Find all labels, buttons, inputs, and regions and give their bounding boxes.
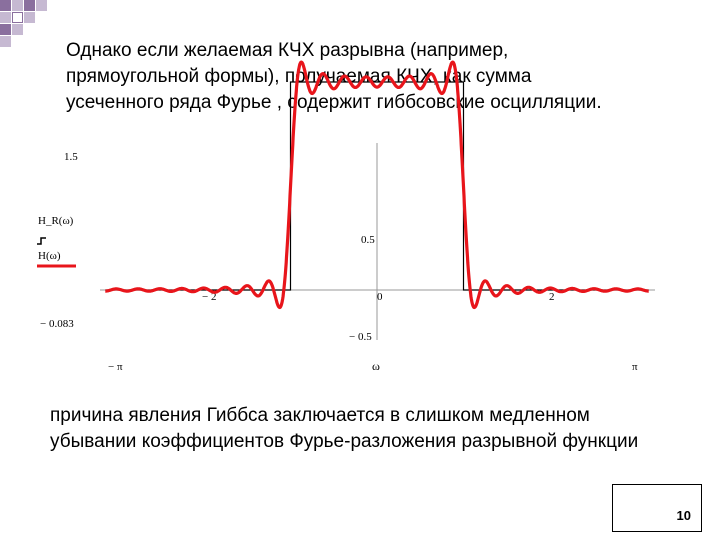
legend-label-hr: H_R(ω) — [38, 215, 74, 227]
legend-label-h: H(ω) — [38, 250, 61, 262]
y-max-label: 1.5 — [64, 151, 78, 163]
y-tick-label: 0.5 — [361, 234, 375, 246]
y-min-label: − 0.083 — [40, 318, 74, 330]
x-max-label: π — [632, 361, 638, 373]
explanation-line: причина явления Гиббса заключается в слишком медленном — [50, 405, 590, 426]
chart-axes — [100, 143, 655, 340]
legend-swatch-hr — [37, 238, 46, 244]
page-number-box — [612, 484, 702, 532]
title-line: усеченного ряда Фурье , содержит гиббсовские осцилляции. — [66, 92, 602, 113]
x-tick-label: − 2 — [202, 291, 217, 303]
title-line: прямоугольной формы), получаемая КЧХ, как сумма — [66, 66, 532, 87]
y-tick-label: − 0.5 — [349, 331, 372, 343]
page-number: 10 — [676, 508, 691, 523]
x-min-label: − π — [108, 361, 123, 373]
x-axis-label: ω — [372, 359, 380, 373]
x-tick-label: 2 — [549, 291, 555, 303]
explanation-text — [50, 403, 700, 455]
chart-legend — [37, 215, 76, 266]
title-line: Однако если желаемая КЧХ разрывна (например, — [66, 40, 509, 61]
x-tick-label: 0 — [377, 291, 383, 303]
explanation-line: убывании коэффициентов Фурье-разложения разрывной функции — [50, 431, 639, 452]
